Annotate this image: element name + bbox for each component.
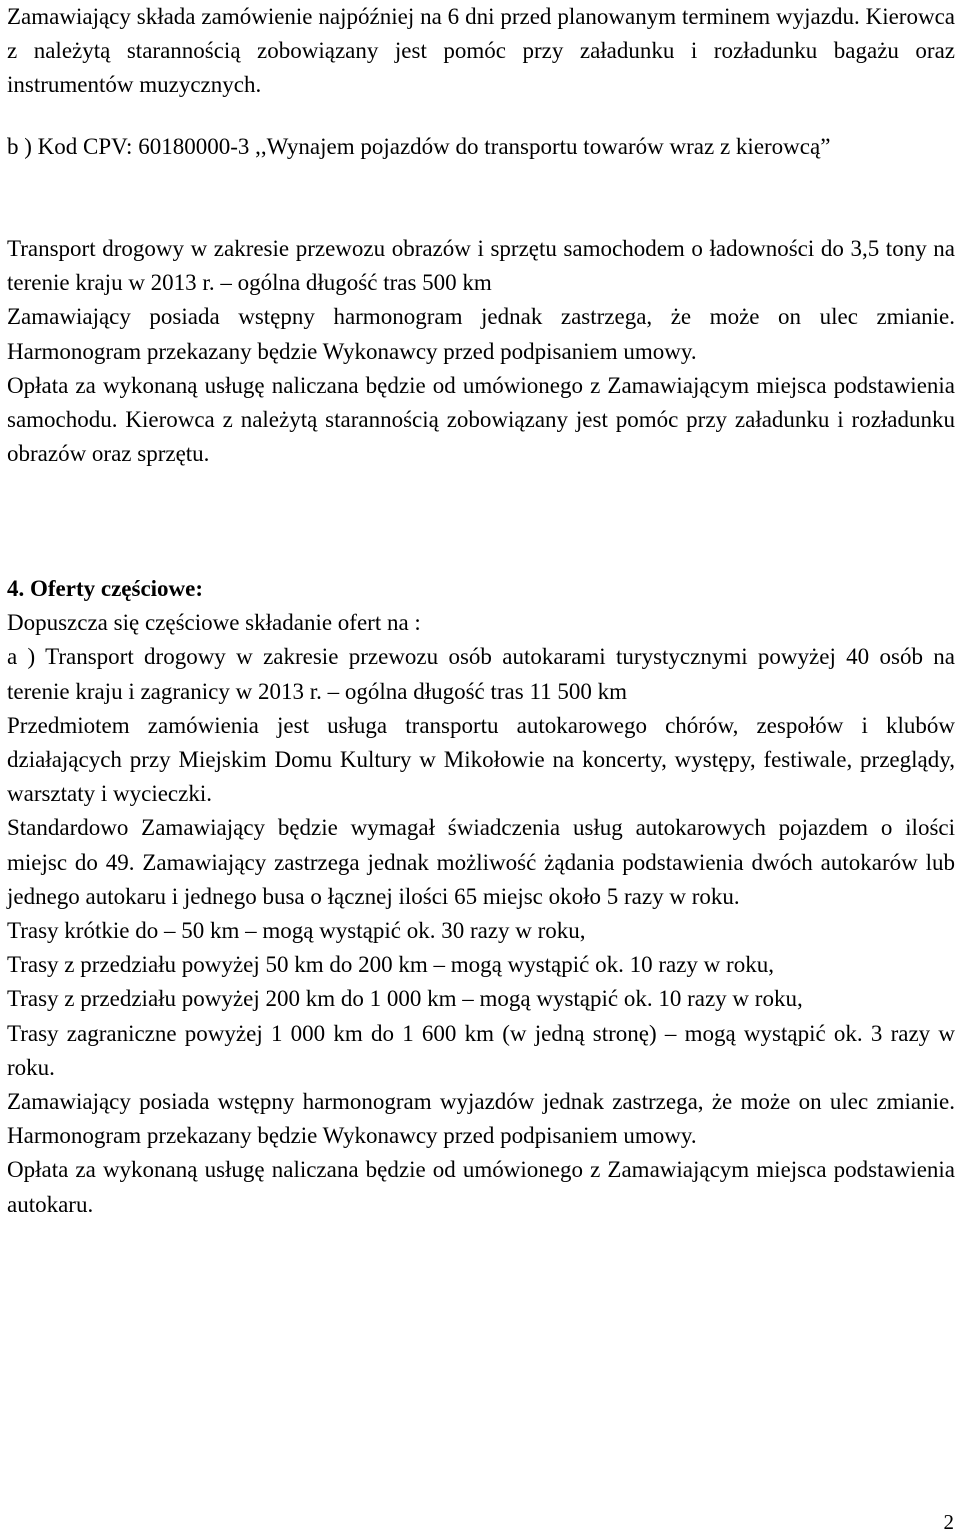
- section-4-paragraph: Przedmiotem zamówienia jest usługa transportu autokarowego chórów, zespołów i klubów działających przy Miejskim Domu Kultury w Mikołowie na koncerty, występy, festiwale, przeglądy, warsztaty i wycieczki.: [7, 712, 955, 807]
- section-4-paragraph: Zamawiający posiada wstępny harmonogram wyjazdów jednak zastrzega, że może on ulec zmianie. Harmonogram przekazany będzie Wykonawcy przed podpisaniem umowy.: [7, 1089, 955, 1149]
- section-4-paragraph: a ) Transport drogowy w zakresie przewozu osób autokarami turystycznymi powyżej 40 osób na terenie kraju i zagranicy w 2013 r. – ogólna długość tras 11 500 km: [7, 644, 955, 704]
- intro-block: [7, 0, 955, 103]
- section-4-paragraph: Dopuszcza się częściowe składanie ofert na :: [7, 610, 421, 636]
- section-4-route-item: Trasy z przedziału powyżej 200 km do 1 000 km – mogą wystąpić ok. 10 razy w roku,: [7, 986, 803, 1012]
- section-b-title: b ) Kod CPV: 60180000-3 ,,Wynajem pojazdów do transportu towarów wraz z kierowcą”: [7, 134, 831, 159]
- section-4: [7, 572, 955, 1222]
- section-b-paragraph-schedule: Zamawiający posiada wstępny harmonogram jednak zastrzega, że może on ulec zmianie. Harmonogram przekazany będzie Wykonawcy przed podpisaniem umowy.: [7, 304, 955, 364]
- section-b-paragraph-fee: Opłata za wykonaną usługę naliczana będzie od umówionego z Zamawiającym miejsca podstawienia samochodu. Kierowca z należytą starannością zobowiązany jest pomóc przy załadunku i rozładunku obrazów oraz sprzętu.: [7, 372, 955, 467]
- section-4-heading: 4. Oferty częściowe:: [7, 576, 204, 601]
- section-4-route-item: Trasy z przedziału powyżej 50 km do 200 km – mogą wystąpić ok. 10 razy w roku,: [7, 952, 774, 978]
- section-4-paragraph: Opłata za wykonaną usługę naliczana będzie od umówionego z Zamawiającym miejsca podstawienia autokaru.: [7, 1157, 955, 1217]
- section-b-body: [7, 232, 955, 471]
- page-number: 2: [943, 1510, 954, 1534]
- section-4-route-item: Trasy zagraniczne powyżej 1 000 km do 1 600 km (w jedną stronę) – mogą wystąpić ok. 3 razy w roku.: [7, 1020, 955, 1080]
- section-4-paragraph: Standardowo Zamawiający będzie wymagał świadczenia usług autokarowych pojazdem o ilości miejsc do 49. Zamawiający zastrzega jednak możliwość żądania podstawienia dwóch autokarów lub jednego autokaru i jednego busa o łącznej ilości 65 miejsc około 5 razy w roku.: [7, 815, 955, 909]
- section-b-paragraph-transport: Transport drogowy w zakresie przewozu obrazów i sprzętu samochodem o ładowności do 3,5 tony na terenie kraju w 2013 r. – ogólna długość tras 500 km: [7, 236, 955, 296]
- intro-paragraph: Zamawiający składa zamówienie najpóźniej na 6 dni przed planowanym terminem wyjazdu. Kierowca z należytą starannością zobowiązany jest pomóc przy załadunku i rozładunku bagażu oraz instrumentów muzycznych.: [7, 4, 955, 98]
- section-b-title-block: [7, 130, 830, 164]
- section-4-route-item: Trasy krótkie do – 50 km – mogą wystąpić ok. 30 razy w roku,: [7, 918, 586, 944]
